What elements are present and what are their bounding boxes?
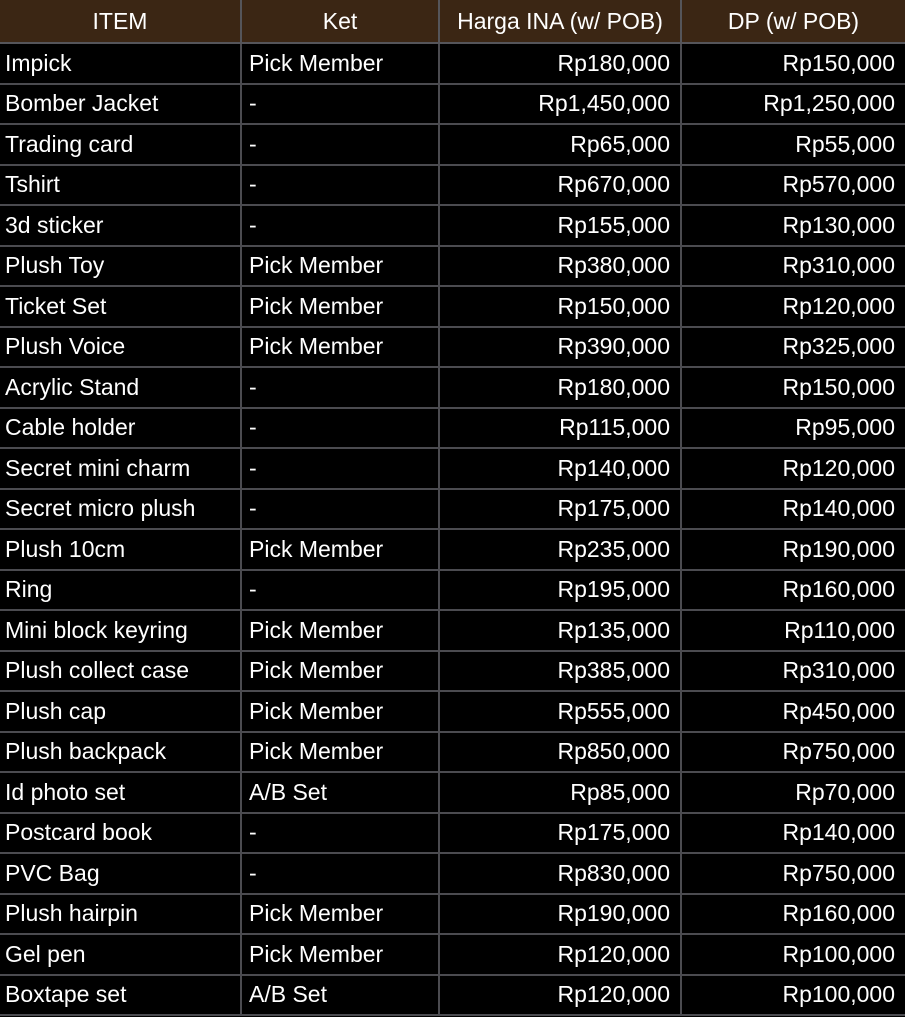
table-row: [0, 367, 905, 408]
cell-ket[interactable]: -: [241, 205, 439, 246]
table-row: [0, 610, 905, 651]
cell-dp[interactable]: Rp100,000: [681, 934, 905, 975]
cell-item[interactable]: Plush 10cm: [0, 529, 241, 570]
cell-item[interactable]: Tshirt: [0, 165, 241, 206]
cell-dp[interactable]: Rp570,000: [681, 165, 905, 206]
table-row: [0, 165, 905, 206]
cell-dp[interactable]: Rp70,000: [681, 772, 905, 813]
cell-item[interactable]: Postcard book: [0, 813, 241, 854]
cell-item[interactable]: Secret mini charm: [0, 448, 241, 489]
cell-dp[interactable]: Rp120,000: [681, 286, 905, 327]
header-dp[interactable]: DP (w/ POB): [681, 0, 905, 43]
cell-item[interactable]: Plush cap: [0, 691, 241, 732]
cell-dp[interactable]: Rp150,000: [681, 367, 905, 408]
cell-dp[interactable]: Rp130,000: [681, 205, 905, 246]
cell-harga-ina[interactable]: Rp150,000: [439, 286, 681, 327]
table-row: [0, 43, 905, 84]
cell-harga-ina[interactable]: Rp190,000: [439, 894, 681, 935]
table-body: [0, 43, 905, 1015]
cell-dp[interactable]: Rp310,000: [681, 651, 905, 692]
cell-harga-ina[interactable]: Rp180,000: [439, 367, 681, 408]
cell-harga-ina[interactable]: Rp380,000: [439, 246, 681, 287]
cell-harga-ina[interactable]: Rp180,000: [439, 43, 681, 84]
table-row: [0, 813, 905, 854]
table-row: [0, 246, 905, 287]
cell-item[interactable]: 3d sticker: [0, 205, 241, 246]
cell-item[interactable]: Bomber Jacket: [0, 84, 241, 125]
cell-item[interactable]: Boxtape set: [0, 975, 241, 1016]
cell-harga-ina[interactable]: Rp195,000: [439, 570, 681, 611]
table-row: [0, 448, 905, 489]
cell-item[interactable]: Impick: [0, 43, 241, 84]
cell-ket[interactable]: Pick Member: [241, 286, 439, 327]
cell-harga-ina[interactable]: Rp155,000: [439, 205, 681, 246]
cell-harga-ina[interactable]: Rp555,000: [439, 691, 681, 732]
cell-harga-ina[interactable]: Rp65,000: [439, 124, 681, 165]
cell-dp[interactable]: Rp325,000: [681, 327, 905, 368]
table-row: [0, 489, 905, 530]
cell-item[interactable]: Trading card: [0, 124, 241, 165]
table-row: [0, 205, 905, 246]
cell-dp[interactable]: Rp750,000: [681, 853, 905, 894]
cell-harga-ina[interactable]: Rp135,000: [439, 610, 681, 651]
cell-harga-ina[interactable]: Rp235,000: [439, 529, 681, 570]
cell-harga-ina[interactable]: Rp175,000: [439, 489, 681, 530]
cell-item[interactable]: Gel pen: [0, 934, 241, 975]
cell-item[interactable]: Plush collect case: [0, 651, 241, 692]
table-header: [0, 0, 905, 43]
cell-harga-ina[interactable]: Rp85,000: [439, 772, 681, 813]
cell-ket[interactable]: A/B Set: [241, 975, 439, 1016]
cell-harga-ina[interactable]: Rp385,000: [439, 651, 681, 692]
cell-ket[interactable]: -: [241, 570, 439, 611]
table-row: [0, 124, 905, 165]
cell-ket[interactable]: -: [241, 448, 439, 489]
cell-dp[interactable]: Rp160,000: [681, 570, 905, 611]
cell-ket[interactable]: -: [241, 165, 439, 206]
cell-ket[interactable]: Pick Member: [241, 691, 439, 732]
cell-harga-ina[interactable]: Rp175,000: [439, 813, 681, 854]
table-row: [0, 529, 905, 570]
table-row: [0, 286, 905, 327]
cell-ket[interactable]: -: [241, 124, 439, 165]
cell-dp[interactable]: Rp450,000: [681, 691, 905, 732]
cell-item[interactable]: Plush hairpin: [0, 894, 241, 935]
table-row: [0, 732, 905, 773]
cell-ket[interactable]: -: [241, 853, 439, 894]
cell-item[interactable]: Cable holder: [0, 408, 241, 449]
cell-dp[interactable]: Rp100,000: [681, 975, 905, 1016]
cell-dp[interactable]: Rp160,000: [681, 894, 905, 935]
cell-ket[interactable]: -: [241, 408, 439, 449]
cell-ket[interactable]: Pick Member: [241, 732, 439, 773]
header-ket[interactable]: Ket: [241, 0, 439, 43]
cell-harga-ina[interactable]: Rp670,000: [439, 165, 681, 206]
cell-ket[interactable]: Pick Member: [241, 934, 439, 975]
cell-harga-ina[interactable]: Rp120,000: [439, 975, 681, 1016]
cell-dp[interactable]: Rp150,000: [681, 43, 905, 84]
table-row: [0, 327, 905, 368]
cell-ket[interactable]: Pick Member: [241, 610, 439, 651]
cell-item[interactable]: Mini block keyring: [0, 610, 241, 651]
cell-ket[interactable]: Pick Member: [241, 246, 439, 287]
cell-item[interactable]: Plush Toy: [0, 246, 241, 287]
cell-dp[interactable]: Rp110,000: [681, 610, 905, 651]
cell-item[interactable]: Plush backpack: [0, 732, 241, 773]
table-row: [0, 772, 905, 813]
cell-ket[interactable]: -: [241, 84, 439, 125]
cell-ket[interactable]: -: [241, 813, 439, 854]
table-row: [0, 934, 905, 975]
cell-harga-ina[interactable]: Rp1,450,000: [439, 84, 681, 125]
table-row: [0, 84, 905, 125]
cell-item[interactable]: Ring: [0, 570, 241, 611]
cell-dp[interactable]: Rp140,000: [681, 813, 905, 854]
cell-ket[interactable]: -: [241, 489, 439, 530]
cell-item[interactable]: Plush Voice: [0, 327, 241, 368]
cell-harga-ina[interactable]: Rp140,000: [439, 448, 681, 489]
table-row: [0, 894, 905, 935]
header-harga-ina[interactable]: Harga INA (w/ POB): [439, 0, 681, 43]
cell-ket[interactable]: Pick Member: [241, 43, 439, 84]
table-row: [0, 975, 905, 1016]
cell-ket[interactable]: Pick Member: [241, 894, 439, 935]
cell-harga-ina[interactable]: Rp830,000: [439, 853, 681, 894]
table-row: [0, 651, 905, 692]
cell-item[interactable]: Secret micro plush: [0, 489, 241, 530]
cell-item[interactable]: Id photo set: [0, 772, 241, 813]
cell-dp[interactable]: Rp1,250,000: [681, 84, 905, 125]
cell-dp[interactable]: Rp750,000: [681, 732, 905, 773]
cell-harga-ina[interactable]: Rp390,000: [439, 327, 681, 368]
header-item[interactable]: ITEM: [0, 0, 241, 43]
cell-item[interactable]: Ticket Set: [0, 286, 241, 327]
cell-dp[interactable]: Rp140,000: [681, 489, 905, 530]
cell-item[interactable]: Acrylic Stand: [0, 367, 241, 408]
header-row: [0, 0, 905, 43]
cell-ket[interactable]: Pick Member: [241, 327, 439, 368]
cell-dp[interactable]: Rp55,000: [681, 124, 905, 165]
cell-dp[interactable]: Rp95,000: [681, 408, 905, 449]
table-row: [0, 853, 905, 894]
cell-ket[interactable]: -: [241, 367, 439, 408]
cell-dp[interactable]: Rp310,000: [681, 246, 905, 287]
cell-ket[interactable]: Pick Member: [241, 529, 439, 570]
cell-item[interactable]: PVC Bag: [0, 853, 241, 894]
cell-ket[interactable]: Pick Member: [241, 651, 439, 692]
cell-harga-ina[interactable]: Rp120,000: [439, 934, 681, 975]
cell-dp[interactable]: Rp120,000: [681, 448, 905, 489]
cell-harga-ina[interactable]: Rp115,000: [439, 408, 681, 449]
table-row: [0, 408, 905, 449]
table-row: [0, 691, 905, 732]
table-row: [0, 570, 905, 611]
cell-dp[interactable]: Rp190,000: [681, 529, 905, 570]
cell-harga-ina[interactable]: Rp850,000: [439, 732, 681, 773]
cell-ket[interactable]: A/B Set: [241, 772, 439, 813]
